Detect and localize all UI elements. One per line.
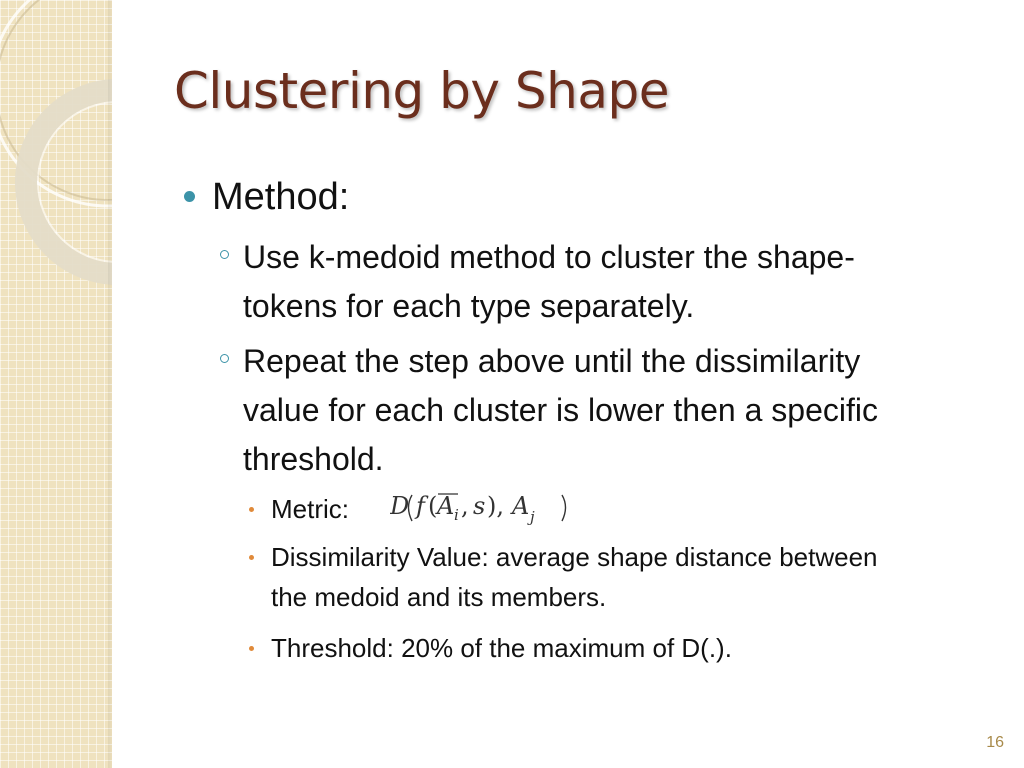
metric-formula [390, 487, 590, 527]
slide-title: Clustering by Shape [174, 62, 669, 120]
small-bullet-icon [249, 646, 254, 651]
small-bullet-icon [249, 507, 254, 512]
bullet-dissimilarity-value [271, 537, 991, 617]
formula-sub-i: i [454, 506, 459, 524]
formula-f: f [416, 492, 425, 520]
bullet-ring-icon [220, 250, 229, 259]
bullet-k-medoid [243, 233, 983, 331]
bullet-dissimilarity-line-1: Dissimilarity Value: average shape distance between [271, 542, 878, 572]
bullet-repeat-line-1: Repeat the step above until the dissimilarity [243, 343, 861, 379]
formula-s: s [473, 492, 486, 520]
bullet-dissimilarity-line-2: the medoid and its members. [271, 582, 607, 612]
svg-text:(: ( [428, 492, 438, 520]
svg-text:,: , [461, 492, 469, 520]
bullet-k-medoid-line-2: tokens for each type separately. [243, 288, 695, 324]
bullet-metric-label: Metric: [271, 494, 349, 524]
svg-text:),: ), [487, 492, 504, 520]
bullet-threshold: Threshold: 20% of the maximum of D(.). [271, 633, 732, 663]
bullet-ring-icon [220, 354, 229, 363]
page-number: 16 [986, 734, 1004, 751]
formula-D: D [390, 492, 410, 520]
formula-A: A [512, 492, 530, 520]
bullet-k-medoid-line-1: Use k-medoid method to cluster the shape- [243, 239, 855, 275]
bullet-repeat-line-2: value for each cluster is lower then a specific [243, 392, 878, 428]
bullet-method: Method: [212, 176, 350, 218]
small-bullet-icon [249, 555, 254, 560]
formula-A-bar: A [437, 492, 455, 520]
formula-sub-j: j [530, 508, 535, 526]
bullet-repeat-line-3: threshold. [243, 441, 384, 477]
bullet-repeat-step [243, 337, 983, 484]
bullet-dot-icon [184, 191, 195, 202]
